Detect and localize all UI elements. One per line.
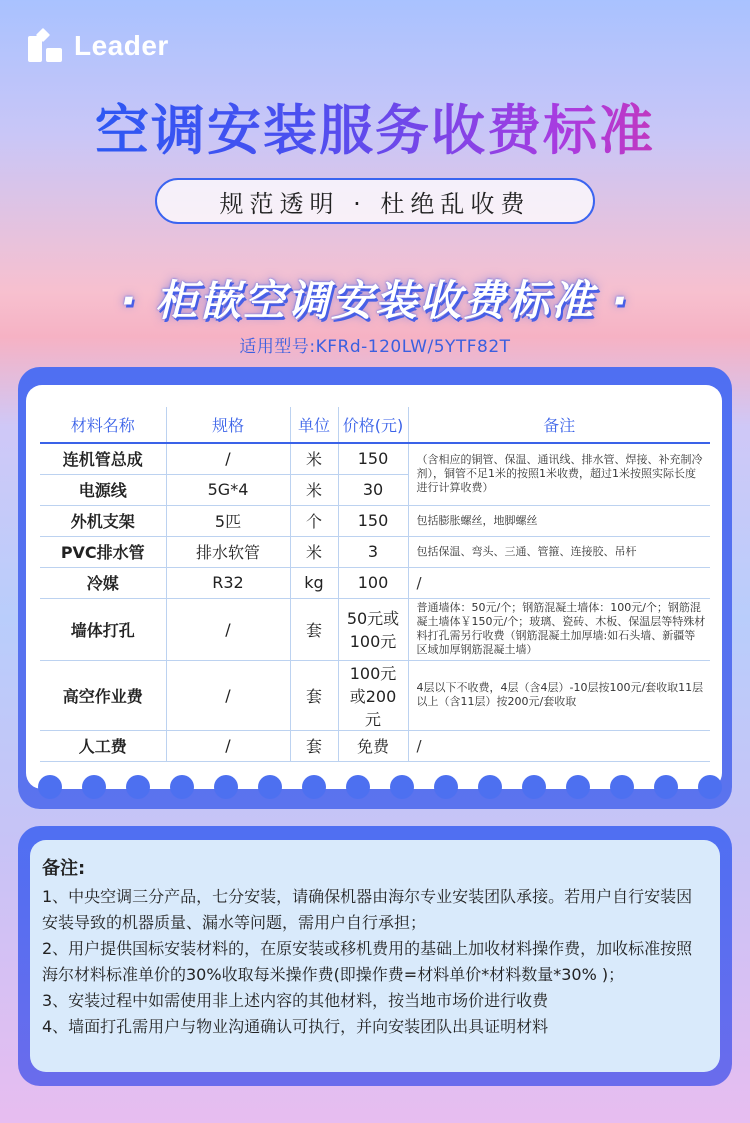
cell-unit: 米	[290, 443, 338, 474]
cell-name: 墙体打孔	[40, 598, 166, 660]
cell-name: 冷媒	[40, 567, 166, 598]
decor-dot	[434, 775, 458, 799]
cell-spec: 5匹	[166, 505, 290, 536]
decor-dot	[170, 775, 194, 799]
decor-dot	[390, 775, 414, 799]
cell-note: /	[408, 730, 710, 761]
cell-note: 包括保温、弯头、三通、管箍、连接胶、吊杆	[408, 536, 710, 567]
cell-note: 4层以下不收费，4层（含4层）-10层按100元/套收取11层以上（含11层）按200元/套收取	[408, 660, 710, 730]
cell-note: 普通墙体：50元/个；钢筋混凝土墙体：100元/个；钢筋混凝土墙体￥150元/个；玻璃、瓷砖、木板、保温层等特殊材料打孔需另行收费（钢筋混凝土加厚墙:如石头墙、新疆等区域加厚钢筋混凝土墙）	[408, 598, 710, 660]
cell-spec: /	[166, 660, 290, 730]
decor-dot	[82, 775, 106, 799]
cell-name: PVC排水管	[40, 536, 166, 567]
note-item: 2、用户提供国标安装材料的，在原安装或移机费用的基础上加收材料操作费，加收标准按照海尔材料标准单价的30%收取每米操作费(即操作费=材料单价*材料数量*30% )；	[42, 939, 693, 984]
cell-name: 外机支架	[40, 505, 166, 536]
cell-price: 30	[338, 474, 408, 505]
decor-dot	[126, 775, 150, 799]
applicable-model: 适用型号:KFRd-120LW/5YTF82T	[239, 337, 511, 357]
note-item: 1、中央空调三分产品，七分安装，请确保机器由海尔专业安装团队承接。若用户自行安装因安装导致的机器质量、漏水等问题，需用户自行承担；	[42, 887, 693, 932]
ticket-edge-dots	[18, 775, 732, 805]
decor-dot	[522, 775, 546, 799]
cell-name: 电源线	[40, 474, 166, 505]
cell-spec: /	[166, 598, 290, 660]
cell-unit: 套	[290, 660, 338, 730]
notes-title: 备注:	[42, 858, 86, 879]
decor-dot	[478, 775, 502, 799]
cell-price: 100元或200元	[338, 660, 408, 730]
cell-unit: 个	[290, 505, 338, 536]
cell-unit: 套	[290, 730, 338, 761]
section-title: · 柜嵌空调安装收费标准 ·	[120, 276, 630, 325]
cell-unit: 米	[290, 474, 338, 505]
table-row	[40, 660, 710, 730]
cell-name: 连机管总成	[40, 443, 166, 474]
cell-name: 人工费	[40, 730, 166, 761]
leader-logo-icon	[28, 30, 64, 62]
cell-spec: R32	[166, 567, 290, 598]
notes-panel	[30, 840, 720, 1072]
cell-unit: 米	[290, 536, 338, 567]
cell-spec: 排水软管	[166, 536, 290, 567]
note-item: 3、安装过程中如需使用非上述内容的其他材料，按当地市场价进行收费	[42, 991, 549, 1010]
table-row	[40, 505, 710, 536]
page-title: 空调安装服务收费标准	[0, 88, 750, 165]
cell-spec: /	[166, 730, 290, 761]
brand-name: Leader	[74, 30, 169, 61]
slogan-badge: 规范透明 · 杜绝乱收费	[155, 178, 595, 224]
cell-note: （含相应的铜管、保温、通讯线、排水管、焊接、补充制冷剂），铜管不足1米的按照1米收费，超过1米按照实际长度进行计算收费）	[408, 443, 710, 505]
cell-spec: 5G*4	[166, 474, 290, 505]
header-note: 备注	[408, 407, 710, 443]
fee-table-panel	[26, 385, 722, 789]
header-spec: 规格	[166, 407, 290, 443]
decor-dot	[302, 775, 326, 799]
brand-logo	[28, 30, 169, 62]
note-item: 4、墙面打孔需用户与物业沟通确认可执行，并向安装团队出具证明材料	[42, 1017, 549, 1036]
decor-dot	[654, 775, 678, 799]
cell-name: 高空作业费	[40, 660, 166, 730]
cell-unit: 套	[290, 598, 338, 660]
decor-dot	[346, 775, 370, 799]
decor-dot	[38, 775, 62, 799]
table-row	[40, 730, 710, 761]
table-row	[40, 598, 710, 660]
cell-note: /	[408, 567, 710, 598]
cell-price: 50元或100元	[338, 598, 408, 660]
decor-dot	[258, 775, 282, 799]
table-row	[40, 567, 710, 598]
header-unit: 单位	[290, 407, 338, 443]
cell-price: 3	[338, 536, 408, 567]
cell-price: 100	[338, 567, 408, 598]
table-row	[40, 443, 710, 474]
decor-dot	[698, 775, 722, 799]
fee-table	[40, 407, 710, 762]
cell-price: 150	[338, 505, 408, 536]
decor-dot	[610, 775, 634, 799]
table-row	[40, 536, 710, 567]
table-header-row	[40, 407, 710, 443]
cell-price: 免费	[338, 730, 408, 761]
header-material: 材料名称	[40, 407, 166, 443]
decor-dot	[566, 775, 590, 799]
cell-note: 包括膨胀螺丝，地脚螺丝	[408, 505, 710, 536]
header-price: 价格(元)	[338, 407, 408, 443]
cell-unit: kg	[290, 567, 338, 598]
cell-spec: /	[166, 443, 290, 474]
decor-dot	[214, 775, 238, 799]
cell-price: 150	[338, 443, 408, 474]
